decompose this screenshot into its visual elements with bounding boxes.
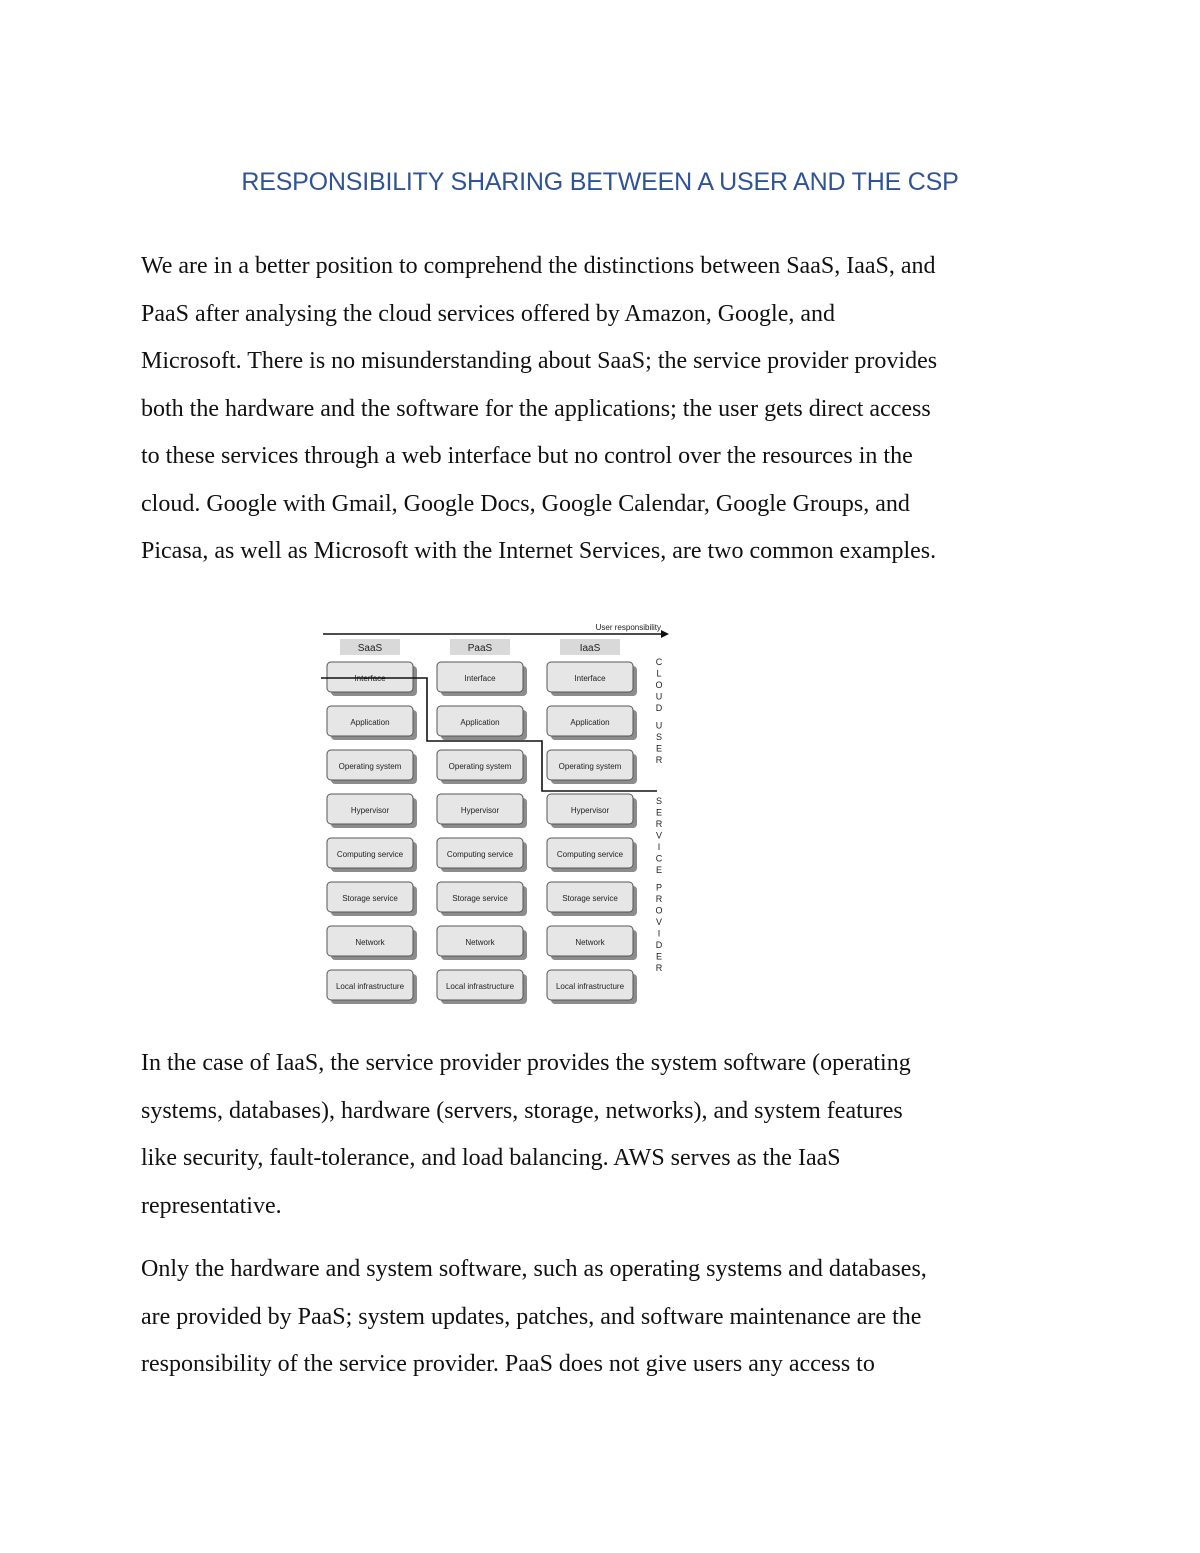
side-label-service-provider: V xyxy=(655,830,663,841)
column-header-iaas: IaaS xyxy=(579,643,601,654)
layer-label: Application xyxy=(570,718,610,727)
side-label-service-provider: R xyxy=(655,963,663,973)
layer-label: Hypervisor xyxy=(460,806,500,815)
layer-label: Hypervisor xyxy=(350,806,390,815)
side-label-service-provider: R xyxy=(655,819,663,829)
column-header-paas: PaaS xyxy=(467,643,493,654)
side-label-service-provider: I xyxy=(657,842,661,852)
side-label-service-provider: D xyxy=(655,940,663,950)
layer-label: Network xyxy=(575,938,605,947)
layer-label: Hypervisor xyxy=(570,806,610,815)
side-label-cloud-user: R xyxy=(655,755,663,765)
paragraph-iaas xyxy=(141,1040,1071,1230)
side-label-service-provider: V xyxy=(655,917,663,927)
responsibility-diagram xyxy=(315,616,675,1008)
text-line: to these services through a web interface but no control over the resources in the xyxy=(141,443,913,469)
text-line: representative. xyxy=(141,1192,282,1219)
text-line: Picasa, as well as Microsoft with the Internet Services, are two common examples. xyxy=(141,538,937,564)
layer-label: Storage service xyxy=(562,894,618,903)
layer-label: Application xyxy=(350,718,390,727)
layer-label: Local infrastructure xyxy=(445,982,515,991)
side-label-service-provider: O xyxy=(655,905,663,916)
layer-label: Network xyxy=(465,938,495,947)
side-label-service-provider: P xyxy=(655,882,663,893)
page-title: RESPONSIBILITY SHARING BETWEEN A USER AND THE CSP xyxy=(241,168,959,196)
side-label-service-provider: I xyxy=(657,928,661,939)
side-label-cloud-user: U xyxy=(655,691,663,702)
layer-label: Computing service xyxy=(556,850,624,859)
text-line: cloud. Google with Gmail, Google Docs, Google Calendar, Google Groups, and xyxy=(141,490,910,517)
side-label-service-provider: C xyxy=(655,853,663,864)
layer-label: Storage service xyxy=(342,894,398,903)
text-line: systems, databases), hardware (servers, storage, networks), and system features xyxy=(141,1097,903,1124)
text-line: Only the hardware and system software, such as operating systems and databases, xyxy=(141,1256,927,1282)
text-line: PaaS after analysing the cloud services offered by Amazon, Google, and xyxy=(141,300,836,327)
layer-label: Network xyxy=(355,938,385,947)
paragraph-saas-overview xyxy=(141,243,1071,576)
text-line: are provided by PaaS; system updates, patches, and software maintenance are the xyxy=(141,1303,922,1330)
side-label-cloud-user: U xyxy=(655,720,663,731)
text-line: Microsoft. There is no misunderstanding about SaaS; the service provider provides xyxy=(141,348,938,374)
side-label-cloud-user: L xyxy=(656,668,662,679)
side-label-service-provider: E xyxy=(655,807,663,818)
layer-label: Local infrastructure xyxy=(335,982,405,991)
side-label-cloud-user: D xyxy=(655,703,663,713)
side-label-service-provider: E xyxy=(655,951,663,962)
arrow-label: User responsibility xyxy=(595,623,661,632)
layer-label: Local infrastructure xyxy=(555,982,625,991)
side-label-cloud-user: O xyxy=(655,680,663,690)
layer-label: Operating system xyxy=(448,762,512,771)
side-label-service-provider: S xyxy=(655,796,663,806)
layer-label: Application xyxy=(460,718,500,727)
layer-label: Interface xyxy=(354,674,386,683)
paragraph-paas xyxy=(141,1246,1071,1389)
layer-label: Interface xyxy=(574,674,606,683)
layer-label: Operating system xyxy=(558,762,622,771)
side-label-service-provider: E xyxy=(655,865,663,875)
responsibility-arrowhead xyxy=(661,630,669,638)
layer-label: Computing service xyxy=(336,850,404,859)
column-header-saas: SaaS xyxy=(357,643,383,654)
layer-label: Computing service xyxy=(446,850,514,859)
text-line: We are in a better position to comprehend the distinctions between SaaS, IaaS, and xyxy=(141,253,936,279)
responsibility-diagram-svg xyxy=(315,616,675,1008)
side-label-service-provider: R xyxy=(655,894,663,904)
layer-label: Interface xyxy=(464,674,496,683)
text-line: In the case of IaaS, the service provider provides the system software (operating xyxy=(141,1050,911,1076)
side-label-cloud-user: S xyxy=(655,732,663,742)
text-line: like security, fault-tolerance, and load balancing. AWS serves as the IaaS xyxy=(141,1145,841,1171)
layer-label: Storage service xyxy=(452,894,508,903)
side-label-cloud-user: C xyxy=(655,657,663,667)
layer-label: Operating system xyxy=(338,762,402,771)
text-line: both the hardware and the software for the applications; the user gets direct access xyxy=(141,395,931,422)
text-line: responsibility of the service provider. PaaS does not give users any access to xyxy=(141,1351,875,1377)
side-label-cloud-user: E xyxy=(655,743,663,754)
